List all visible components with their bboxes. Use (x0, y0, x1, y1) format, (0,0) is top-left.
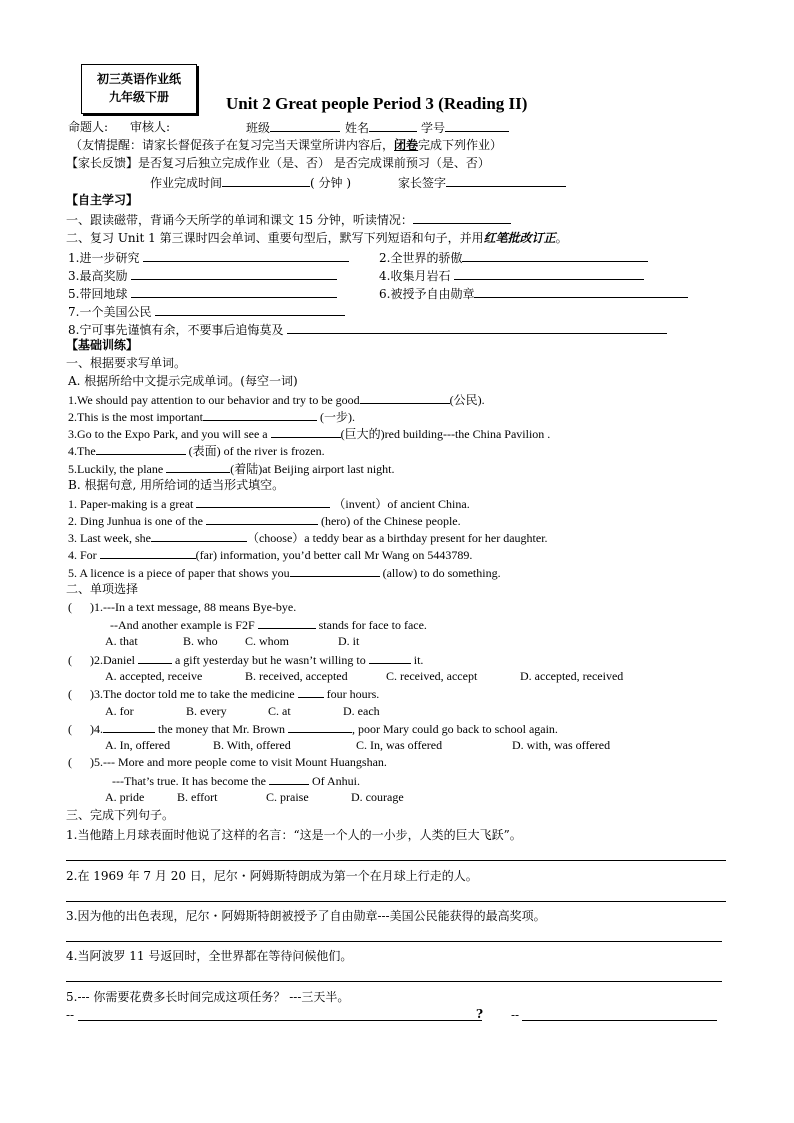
page-title: Unit 2 Great people Period 3 (Reading II) (226, 94, 528, 113)
box-line-1: 初三英语作业纸 (96, 72, 181, 86)
phrase-1[interactable]: 1.进一步研究 (68, 250, 349, 265)
fill-b5[interactable]: 5. A licence is a piece of paper that shows you (allow) to do something. (68, 566, 501, 580)
fill-a3[interactable]: 3.Go to the Expo Park, and you will see a (巨大的)red building---the China Pavilion . (68, 427, 551, 441)
time-field[interactable]: 作业完成时间 ( 分钟 ) (150, 176, 352, 190)
q3-option-b[interactable]: B. every (186, 704, 227, 718)
answer-line-5b[interactable] (522, 1020, 717, 1021)
q4-option-d[interactable]: D. with, was offered (512, 738, 611, 752)
basic-heading: 【基础训练】 (66, 338, 139, 352)
fill-b1[interactable]: 1. Paper-making is a great （invent）of ancient China. (68, 497, 470, 511)
part-1-heading: 一、根据要求写单词。 (66, 356, 187, 370)
fill-a5[interactable]: 5.Luckily, the plane (着陆)at Beijing airport last night. (68, 462, 395, 476)
choice-q1-line2[interactable]: --And another example is F2F stands for face to face. (110, 618, 427, 632)
fill-b4[interactable]: 4. For (far) information, you’d better call Mr Wang on 5443789. (68, 548, 473, 562)
complete-heading: 三、完成下列句子。 (66, 808, 175, 822)
choice-heading: 二、单项选择 (66, 582, 139, 596)
choice-q4[interactable]: ( )4. the money that Mr. Brown , poor Mary could go back to school again. (68, 722, 558, 736)
q4-option-b[interactable]: B. With, offered (213, 738, 291, 752)
setter-label: 命题人: (68, 120, 109, 134)
reviewer-label: 审核人: (130, 120, 171, 134)
phrase-7[interactable]: 7.一个美国公民 (68, 304, 345, 319)
answer-line-2[interactable] (66, 901, 726, 902)
fill-a2[interactable]: 2.This is the most important (一步). (68, 410, 355, 424)
self-study-item-2: 二、复习 Unit 1 第三课时四会单词、重要句型后，默写下列短语和句子，并用红笔批改订正。 (66, 231, 568, 245)
q1-option-a[interactable]: A. that (105, 634, 138, 648)
sentence-3: 3.因为他的出色表现，尼尔・阿姆斯特朗被授予了自由勋章---美国公民能获得的最高奖项。 (66, 909, 546, 923)
answer-dash-1: -- (66, 1008, 75, 1022)
q5-option-d[interactable]: D. courage (351, 790, 404, 804)
phrase-5[interactable]: 5.带回地球 (68, 286, 337, 301)
fill-b2[interactable]: 2. Ding Junhua is one of the (hero) of the Chinese people. (68, 514, 461, 528)
answer-line-4[interactable] (66, 981, 722, 982)
question-mark: ? (476, 1007, 484, 1021)
q5-option-c[interactable]: C. praise (266, 790, 309, 804)
q2-option-b[interactable]: B. received, accepted (245, 669, 348, 683)
phrase-2[interactable]: 2.全世界的骄傲 (379, 250, 648, 265)
answer-line-3[interactable] (66, 941, 722, 942)
q5-option-a[interactable]: A. pride (105, 790, 145, 804)
q4-option-a[interactable]: A. In, offered (105, 738, 171, 752)
part-a-heading: A. 根据所给中文提示完成单词。(每空一词) (68, 374, 298, 388)
q1-option-d[interactable]: D. it (338, 634, 360, 648)
phrase-6[interactable]: 6.被授予自由勋章 (379, 286, 688, 301)
phrase-4[interactable]: 4.收集月岩石 (379, 268, 644, 283)
parent-feedback: 【家长反馈】是否复习后独立完成作业（是、否） 是否完成课前预习（是、否） (66, 156, 490, 170)
answer-dash-2: -- (511, 1008, 520, 1022)
q2-option-a[interactable]: A. accepted, receive (105, 669, 203, 683)
choice-q2[interactable]: ( )2.Daniel a gift yesterday but he wasn’t willing to it. (68, 653, 424, 667)
q1-option-b[interactable]: B. who (183, 634, 218, 648)
choice-q5: ( )5.--- More and more people come to visit Mount Huangshan. (68, 755, 387, 769)
sentence-2: 2.在 1969 年 7 月 20 日，尼尔・阿姆斯特朗成为第一个在月球上行走的人。 (66, 869, 478, 883)
q3-option-c[interactable]: C. at (268, 704, 291, 718)
phrase-3[interactable]: 3.最高奖励 (68, 268, 337, 283)
answer-line-5a[interactable] (78, 1020, 482, 1021)
answer-line-1[interactable] (66, 860, 726, 861)
self-study-heading: 【自主学习】 (66, 193, 139, 207)
fill-b3[interactable]: 3. Last week, she （choose）a teddy bear as a birthday present for her daughter. (68, 531, 548, 545)
class-field[interactable] (246, 120, 340, 135)
q2-option-d[interactable]: D. accepted, received (520, 669, 624, 683)
box-line-2: 九年级下册 (108, 90, 169, 104)
choice-q1: ( )1.---In a text message, 88 means Bye-bye. (68, 600, 297, 614)
q3-option-a[interactable]: A. for (105, 704, 134, 718)
sentence-5: 5.--- 你需要花费多长时间完成这项任务？ ---三天半。 (66, 990, 350, 1004)
sentence-1: 1.当他踏上月球表面时他说了这样的名言：“这是一个人的一小步，人类的巨大飞跃”。 (66, 828, 522, 842)
part-b-heading: B. 根据句意, 用所给词的适当形式填空。 (68, 478, 285, 492)
q2-option-c[interactable]: C. received, accept (386, 669, 478, 683)
name-field[interactable] (345, 120, 417, 135)
phrase-8[interactable]: 8.宁可事先谨慎有余，不要事后追悔莫及 (68, 322, 667, 337)
q3-option-d[interactable]: D. each (343, 704, 380, 718)
class-label: 班级 (246, 121, 271, 135)
reminder: （友情提醒：请家长督促孩子在复习完当天课堂所讲内容后，闭卷完成下列作业） (70, 138, 503, 152)
choice-q5-line2[interactable]: ---That’s true. It has become the Of Anhui. (112, 774, 360, 788)
choice-q3[interactable]: ( )3.The doctor told me to take the medicine four hours. (68, 687, 380, 701)
fill-a1[interactable]: 1.We should pay attention to our behavior and try to be good (公民). (68, 393, 485, 407)
self-study-item-1: 一、跟读磁带，背诵今天所学的单词和课文 15 分钟，听读情况： (66, 212, 511, 227)
q5-option-b[interactable]: B. effort (177, 790, 218, 804)
name-label: 姓名 (345, 121, 370, 135)
number-field[interactable] (421, 120, 509, 135)
parent-sign-field[interactable]: 家长签字 (398, 175, 566, 190)
sentence-4: 4.当阿波罗 11 号返回时，全世界都在等待问候他们。 (66, 949, 353, 963)
q4-option-c[interactable]: C. In, was offered (356, 738, 443, 752)
number-label: 学号 (421, 121, 446, 135)
fill-a4[interactable]: 4.The (表面) of the river is frozen. (68, 444, 325, 458)
q1-option-c[interactable]: C. whom (245, 634, 290, 648)
worksheet-label-box (81, 64, 197, 114)
